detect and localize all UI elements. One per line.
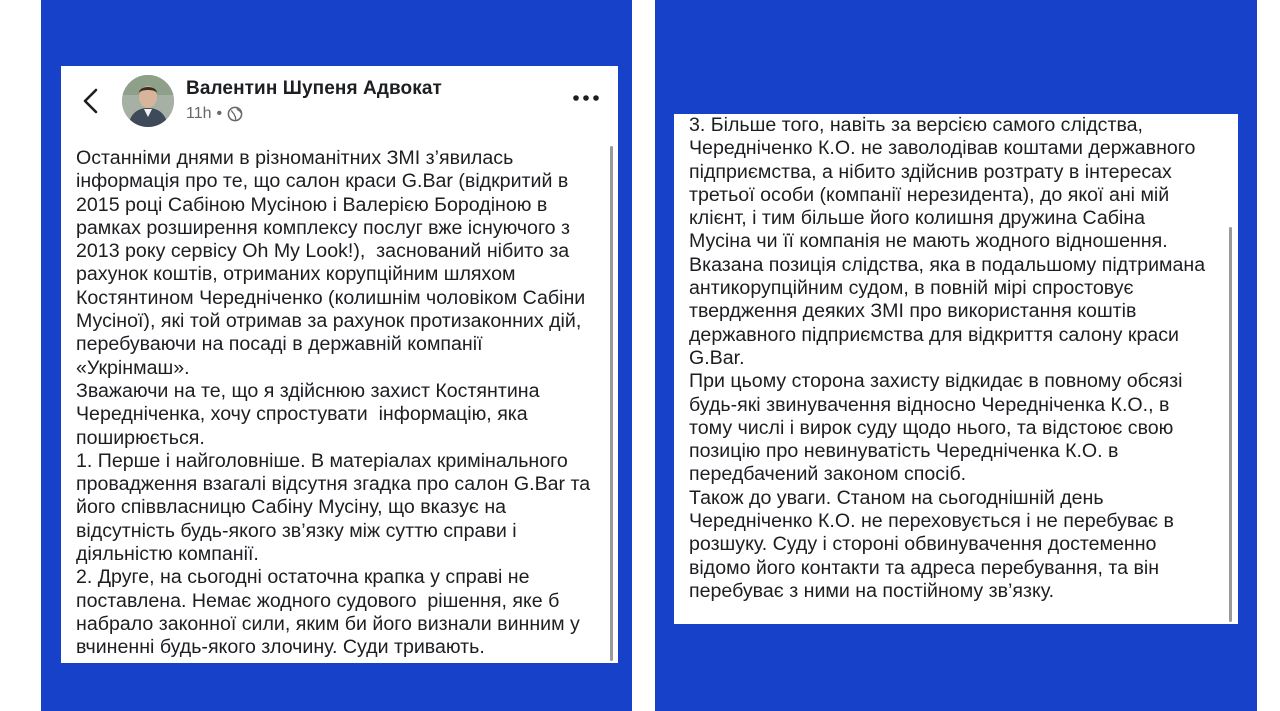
post-text-part-1: Останніми днями в різноманітних ЗМІ з’явилась інформація про те, що салон краси G.Bar (відкритий в 2015 році Сабіною Мусіною і Валерією Бородіною в рамках розширення комплексу послуг вже існуючого з 2013 року сервісу Oh My Look!), заснований нібито за рахунок коштів, отриманих корупційним шляхом Костянтином Чередніченко (колишнім чоловіком Сабіни Мусіної), які той отримав за рахунок протизаконних дій, перебуваючи на посаді в державній компанії «Укрінмаш». Зважаючи на те, що я здійснюю захист Костянтина Чередніченка, хочу спростувати інформацію, яка поширюється. 1. Перше і найголовніше. В матеріалах кримінального провадження взагалі відсутня згадка про салон G.Bar та його співвласницю Сабіну Мусіну, що вказує на відсутність будь-якого зв’язку між суттю справи і діяльністю компанії. 2. Друге, на сьогодні остаточна крапка у справі не поставлена. Немає жодного судового рішення, яке б набрало законної сили, яким би його визнали винним у вчиненні будь-якого злочину. Суди тривають. xyxy=(76,147,591,659)
post-time[interactable]: 11h xyxy=(186,105,212,122)
meta-separator: • xyxy=(216,105,223,122)
post-text-part-2: 3. Більше того, навіть за версією самого слідства, Чередніченко К.О. не заволодівав коштами державного підприємства, а нібито здійснив розтрату в інтересах третьої особи (компанії нерезидента), до якої ані мій клієнт, і тим більше його колишня дружина Сабіна Мусіна чи її компанія не мають жодного відношення. Вказана позиція слідства, яка в подальшому підтримана антикорупційним судом, в повній мірі спростовує твердження деяких ЗМІ про використання коштів державного підприємства для відкриття салону краси G.Bar. При цьому сторона захисту відкидає в повному обсязі будь-які звинувачення відносно Чередніченка К.О., в тому числі і вирок суду щодо нього, та відстоює свою позицію про невинуватість Чередніченка К.О. в передбачений законом спосіб. Також до уваги. Станом на сьогоднішній день Чередніченко К.О. не переховується і не перебуває в розшуку. Суду і стороні обвинувачення достеменно відомо його контакти та адреса перебування, та він перебуває з ними на постійному зв’язку. xyxy=(689,114,1206,602)
avatar[interactable] xyxy=(122,75,174,127)
globe-icon xyxy=(227,106,243,122)
author-name[interactable]: Валентин Шупеня Адвокат xyxy=(186,78,442,99)
post-meta xyxy=(186,104,243,124)
scrollbar[interactable] xyxy=(610,146,613,661)
more-horizontal-icon[interactable] xyxy=(572,88,600,108)
post-header xyxy=(61,66,618,132)
scrollbar[interactable] xyxy=(1229,227,1232,622)
chevron-left-icon[interactable] xyxy=(79,86,103,116)
post-card-part-2 xyxy=(674,114,1238,624)
post-card-part-1 xyxy=(61,66,618,663)
